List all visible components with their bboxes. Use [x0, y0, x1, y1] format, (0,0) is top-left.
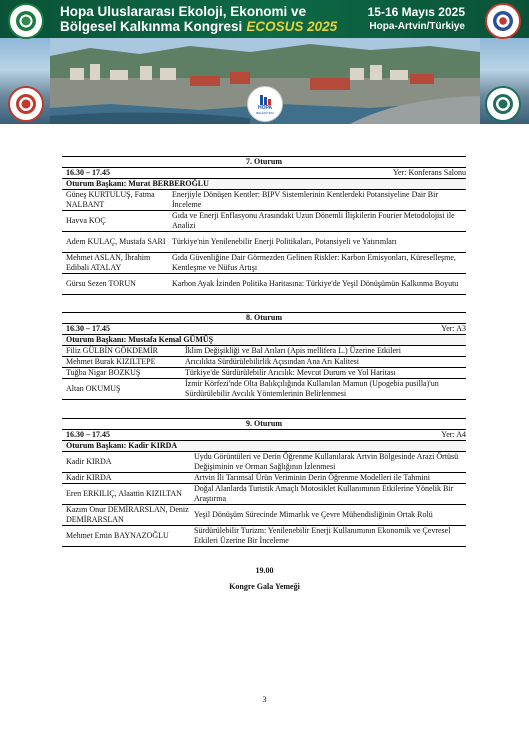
- table-row: [62, 190, 466, 211]
- table-row: [62, 346, 466, 357]
- paper-title: Artvin İli Tarımsal Ürün Veriminin Derin Öğrenme Modelleri ile Tahmini: [194, 473, 430, 483]
- hopa-logo-text: HOPA: [257, 104, 273, 111]
- table-row: [62, 526, 466, 547]
- session-9: [62, 418, 466, 547]
- hopa-logo-subtext: BELEDİYESİ: [256, 110, 274, 115]
- session-7: [62, 156, 466, 295]
- gala-event: Kongre Gala Yemeği: [229, 582, 300, 591]
- congress-title-text: Bölgesel Kalkınma Kongresi: [60, 19, 243, 34]
- university-seal-logo: [8, 3, 44, 39]
- session-room: Yer: A3: [441, 324, 466, 333]
- table-row: [62, 473, 466, 484]
- paper-title: Türkiye'nin Yenilenebilir Enerji Politikaları, Potansiyeli ve Yatırımları: [172, 237, 397, 247]
- session-time: 16.30 – 17.45: [66, 324, 110, 333]
- table-row: [62, 253, 466, 274]
- speaker-name: Tuğba Nigar BOZKUŞ: [66, 368, 141, 378]
- session-chair: Oturum Başkanı: Mustafa Kemal GÜMÜŞ: [62, 335, 466, 346]
- session-room: Yer: Konferans Salonu: [393, 168, 466, 177]
- paper-title: Yeşil Dönüşüm Sürecinde Mimarlık ve Çevre Mühendisliğinin Ortak Rolü: [194, 510, 433, 520]
- table-row: [62, 505, 466, 526]
- session-title: 7. Oturum: [62, 156, 466, 168]
- congress-title-line2: [60, 19, 337, 34]
- session-time: 16.30 – 17.45: [66, 430, 110, 439]
- faculty-seal-logo: [485, 3, 521, 39]
- congress-title-line1: Hopa Uluslararası Ekoloji, Ekonomi ve: [60, 4, 307, 19]
- speaker-name: Eren ERKILIÇ, Alaattin KIZILTAN: [66, 489, 182, 499]
- speaker-name: Kadir KIRDA: [66, 473, 112, 483]
- event-location: Hopa-Artvin/Türkiye: [369, 21, 465, 32]
- table-row: [62, 379, 466, 400]
- speaker-name: Kadir KIRDA: [66, 457, 112, 467]
- table-row: [62, 274, 466, 295]
- paper-title: İzmir Körfezi'nde Olta Balıkçılığında Kullanılan Mamun (Upogebia pusilla)'un Sürdürülebilir Avcılık Yöntemlerinin Belirlenmesi: [185, 379, 439, 398]
- speaker-name: Güneş KURTULUŞ, Fatma NALBANT: [66, 190, 155, 209]
- paper-title: Sürdürülebilir Turizm: Yenilenebilir Enerji Kullanımının Ekonomik ve Çevresel Etkileri Üzerine Bir İnceleme: [194, 526, 451, 545]
- paper-title: Uydu Görüntüleri ve Derin Öğrenme Kullanılarak Artvin Bölgesinde Arazi Örtüsü Değişiminin ve Orman Sağlığının İzlenmesi: [194, 452, 459, 471]
- session-time-row: [62, 168, 466, 179]
- speaker-name: Mehmet Burak KIZILTEPE: [66, 357, 156, 367]
- partner-seal-right-logo: [485, 86, 521, 122]
- hopa-municipality-logo: [247, 86, 283, 122]
- table-row: [62, 232, 466, 253]
- speaker-name: Filiz GÜLBİN GÖKDEMİR: [66, 346, 158, 356]
- paper-title: Karbon Ayak İzinden Politika Haritasına: Türkiye'de Yeşil Dönüşümün Kalkınma Boyutu: [172, 279, 459, 289]
- speaker-name: Kazım Onur DEMİRARSLAN, Deniz DEMİRARSLAN: [66, 505, 189, 524]
- paper-title: Gıda Güvenliğine Dair Görmezden Gelinen Riskler: Karbon Emisyonları, Küreselleşme, Kentleşme ve Nüfus Artışı: [172, 253, 456, 272]
- speaker-name: Adem KULAÇ, Mustafa SARI: [66, 237, 166, 247]
- paper-title: Türkiye'de Sürdürülebilir Arıcılık: Mevcut Durum ve Yol Haritası: [185, 368, 396, 378]
- session-title: 8. Oturum: [62, 312, 466, 324]
- table-row: [62, 452, 466, 473]
- speaker-name: Havva KOÇ: [66, 216, 106, 226]
- speaker-name: Mehmet ASLAN, İbrahim Edibali ATALAY: [66, 253, 151, 272]
- event-date: 15-16 Mayıs 2025: [367, 5, 465, 19]
- hopa-emblem-icon: [258, 94, 272, 106]
- paper-title: Arıcılıkta Sürdürülebilirlik Açısından Ana Arı Kalitesi: [185, 357, 359, 367]
- session-8: [62, 312, 466, 400]
- speaker-name: Altan OKUMUŞ: [66, 384, 121, 394]
- table-row: [62, 357, 466, 368]
- partner-seal-left-logo: [8, 86, 44, 122]
- table-row: [62, 211, 466, 232]
- session-time: 16.30 – 17.45: [66, 168, 110, 177]
- paper-title: İklim Değişikliği ve Bal Arıları (Apis mellifera L.) Üzerine Etkileri: [185, 346, 401, 356]
- paper-title: Gıda ve Enerji Enflasyonu Arasındaki Uzun Dönemli İlişkilerin Fourier Metodolojisi ile Analizi: [172, 211, 455, 230]
- header-banner: [0, 0, 529, 124]
- paper-title: Doğal Alanlarda Turistik Amaçlı Motosiklet Kullanımının Etkilerine Yönelik Bir Araştırma: [194, 484, 454, 503]
- gala-time: 19.00: [255, 566, 274, 575]
- table-row: [62, 484, 466, 505]
- session-time-row: [62, 324, 466, 335]
- paper-title: Enerjiyle Dönüşen Kentler: BIPV Sistemlerinin Kentlerdeki Potansiyeline Dair Bir İnceleme: [172, 190, 439, 209]
- speaker-name: Gürsu Sezen TORUN: [66, 279, 136, 289]
- session-time-row: [62, 430, 466, 441]
- ecosus-brand: ECOSUS 2025: [246, 19, 338, 34]
- session-room: Yer: A4: [441, 430, 466, 439]
- session-chair: Oturum Başkanı: Murat BERBEROĞLU: [62, 179, 466, 190]
- table-row: [62, 368, 466, 379]
- session-title: 9. Oturum: [62, 418, 466, 430]
- speaker-name: Mehmet Emin BAYNAZOĞLU: [66, 531, 169, 541]
- session-chair: Oturum Başkanı: Kadir KIRDA: [62, 441, 466, 452]
- page-number: 3: [262, 695, 267, 704]
